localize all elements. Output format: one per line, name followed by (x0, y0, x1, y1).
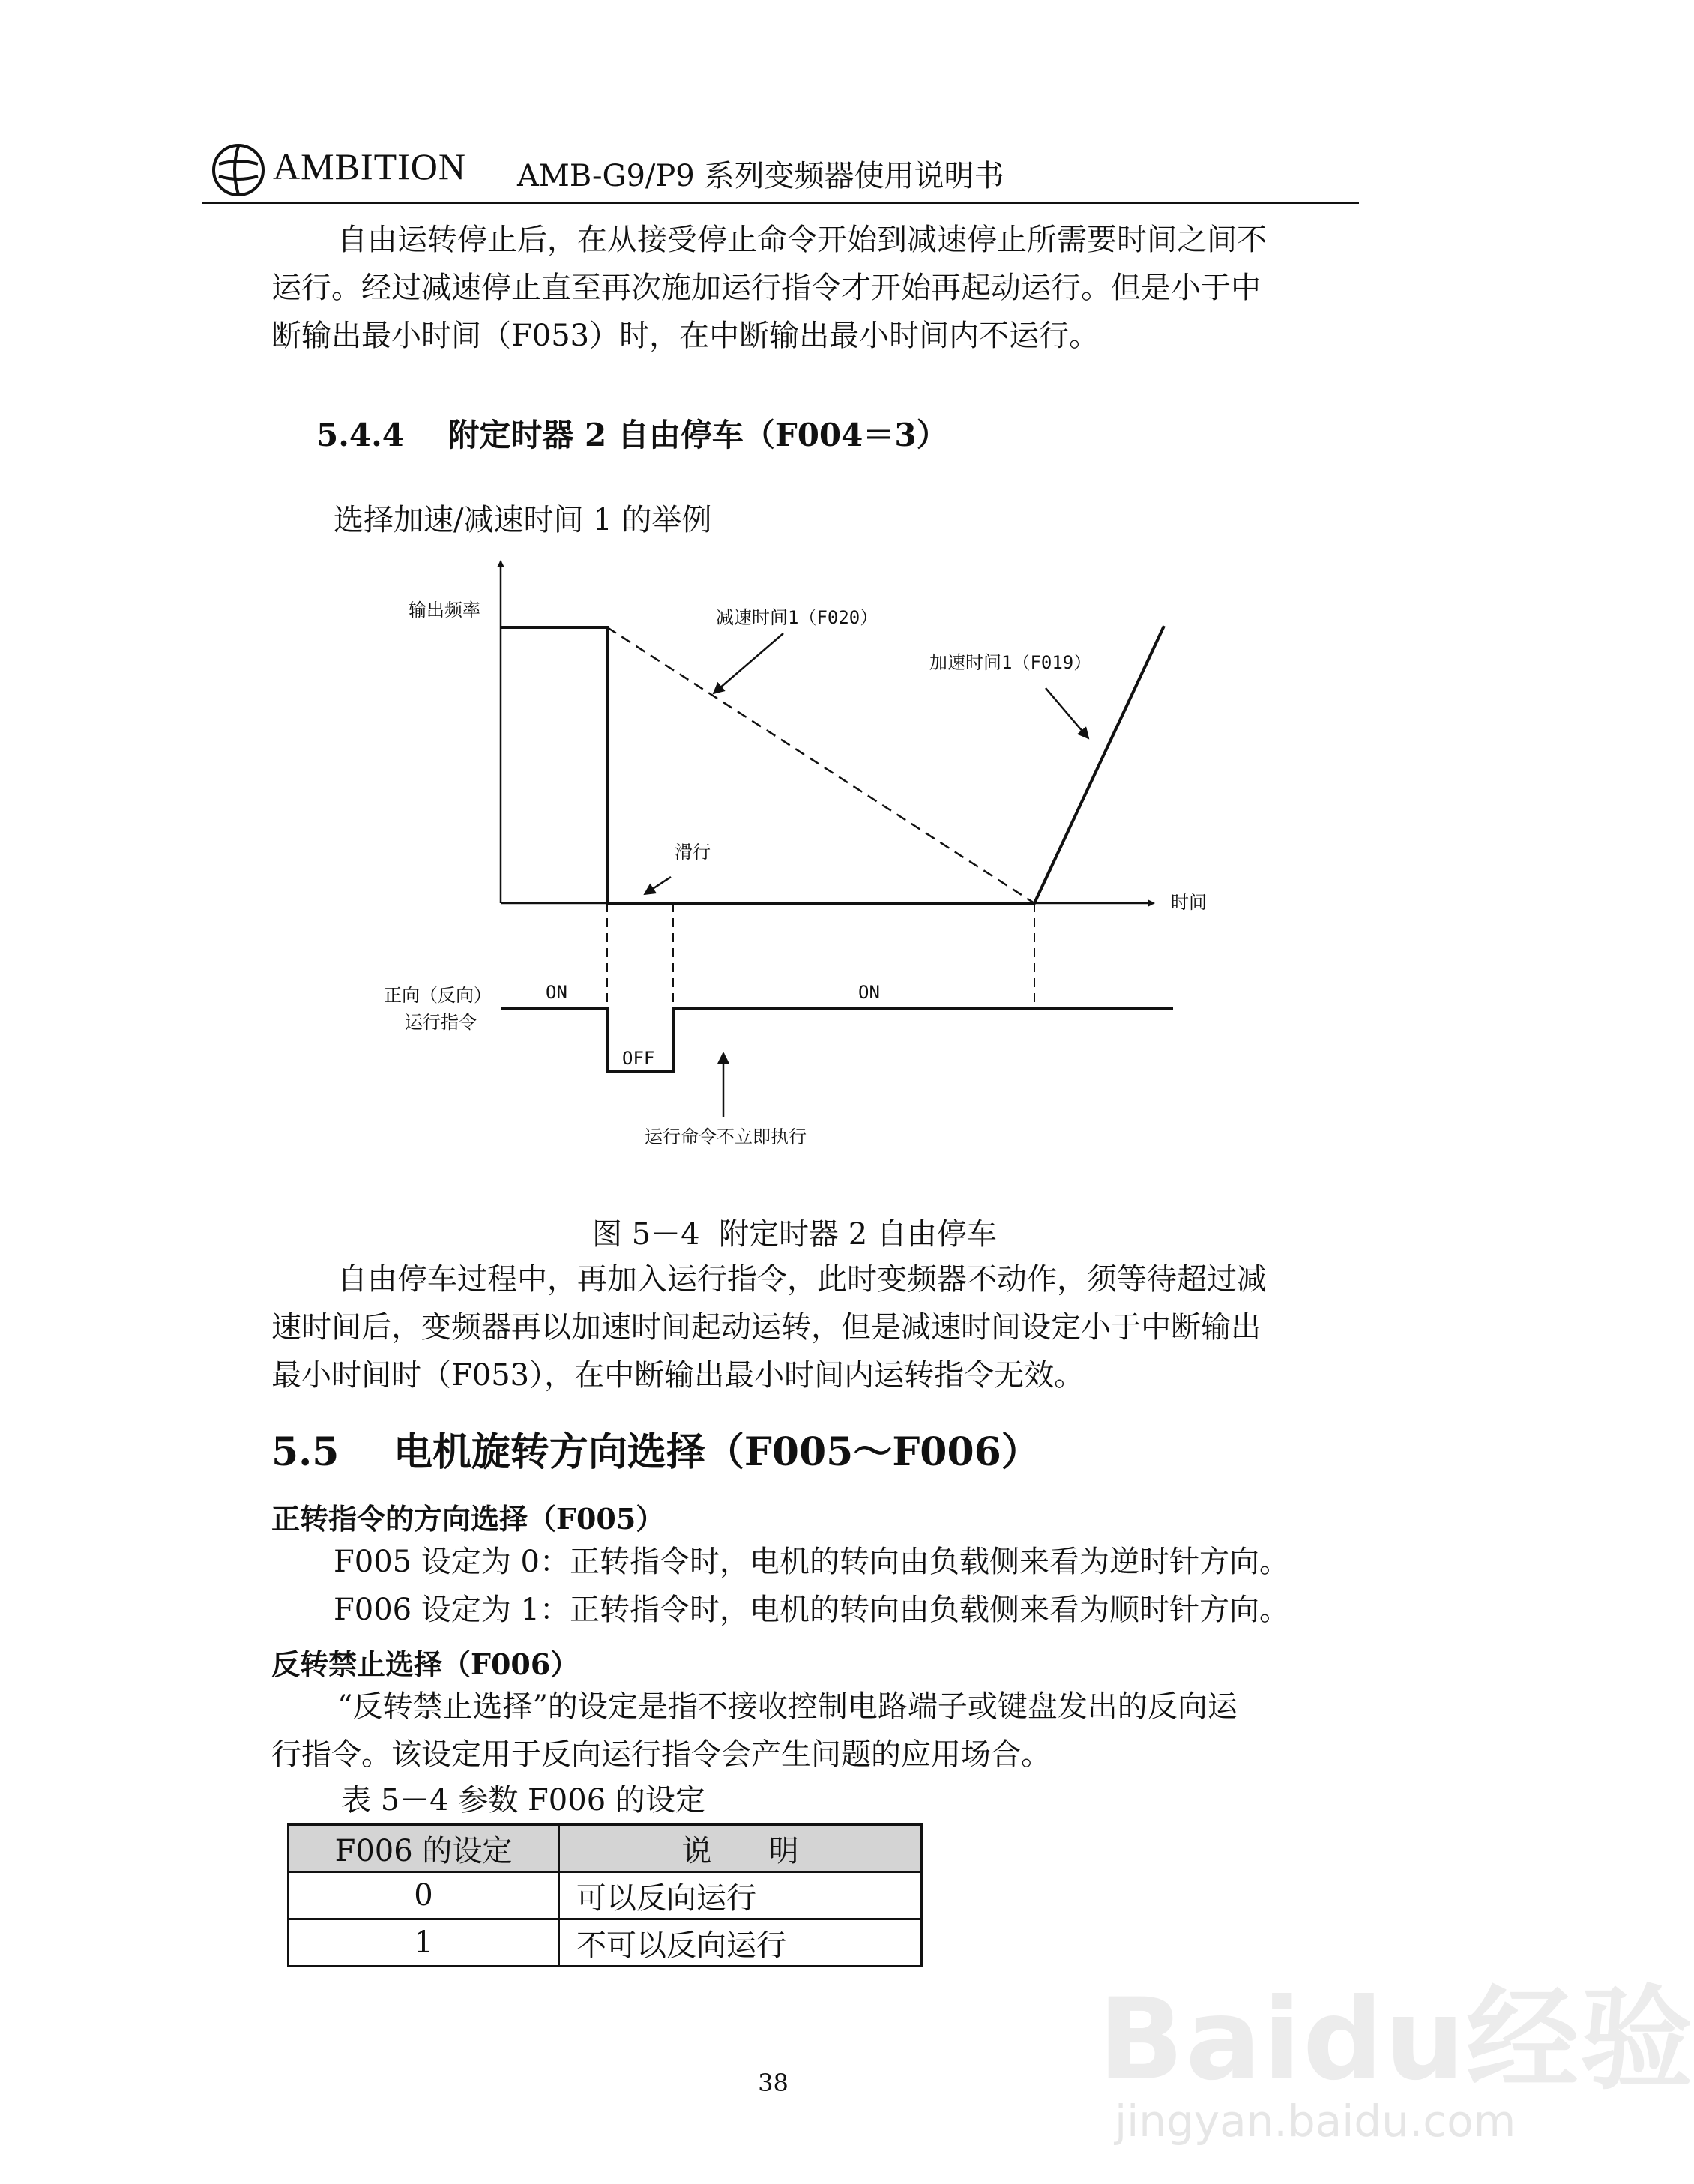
cell-description: 可以反向运行 (559, 1872, 922, 1919)
after-figure-line-2: 速时间后，变频器再以加速时间起动运转，但是减速时间设定小于中断输出 (271, 1310, 1261, 1345)
after-figure-line-1: 自由停车过程中，再加入运行指令，此时变频器不动作，须等待超过减 (337, 1262, 1267, 1297)
f005-line-1: F005 设定为 0：正转指令时，电机的转向由负载侧来看为逆时针方向。 (334, 1545, 1289, 1579)
page-number: 38 (758, 2069, 789, 2097)
header-setting: F006 的设定 (289, 1825, 559, 1872)
document-title: AMB-G9/P9 系列变频器使用说明书 (517, 159, 1004, 193)
figure-caption: 图 5－4 附定时器 2 自由停车 (592, 1217, 997, 1252)
coast-stop-timing-diagram (0, 0, 1546, 1169)
section-5-5-title: 5.5 电机旋转方向选择（F005～F006） (271, 1429, 1040, 1475)
decel-label: 减速时间1（F020） (716, 607, 878, 628)
run-command-trace (501, 1008, 1173, 1072)
cell-setting: 1 (289, 1919, 559, 1967)
table-row (289, 1872, 922, 1919)
coast-label: 滑行 (675, 842, 711, 863)
intro-line-3: 断输出最小时间（F053）时，在中断输出最小时间内不运行。 (271, 319, 1100, 353)
brand-name: AMBITION (273, 145, 466, 187)
cell-setting: 0 (289, 1872, 559, 1919)
x-axis-label: 时间 (1171, 892, 1207, 913)
example-caption: 选择加速/减速时间 1 的举例 (334, 503, 712, 537)
table-row (289, 1919, 922, 1967)
f005-line-2: F006 设定为 1：正转指令时，电机的转向由负载侧来看为顺时针方向。 (334, 1593, 1289, 1627)
f006-settings-table (287, 1823, 923, 1967)
not-immediate-label: 运行命令不立即执行 (645, 1126, 807, 1147)
watermark-url: jingyan.baidu.com (1115, 2096, 1516, 2147)
table-header-row (289, 1825, 922, 1872)
f006-line-2: 行指令。该设定用于反向运行指令会产生问题的应用场合。 (271, 1737, 1051, 1772)
subsection-f005-title: 正转指令的方向选择（F005） (271, 1502, 665, 1536)
y-axis-label: 输出频率 (409, 600, 480, 621)
after-figure-line-3: 最小时间时（F053），在中断输出最小时间内运转指令无效。 (271, 1358, 1085, 1393)
header-description: 说 明 (559, 1825, 922, 1872)
on-label-right: ON (858, 982, 880, 1003)
accel-label: 加速时间1（F019） (929, 652, 1092, 673)
run-command-label-1: 正向（反向） (384, 985, 492, 1006)
cell-description: 不可以反向运行 (559, 1919, 922, 1967)
watermark-brand: Baidu经验 (1098, 1975, 1694, 2105)
baidu-watermark (1053, 1949, 1694, 2159)
intro-line-1: 自由运转停止后，在从接受停止命令开始到减速停止所需要时间之间不 (337, 223, 1267, 257)
run-command-label-2: 运行指令 (405, 1012, 477, 1033)
table-caption: 表 5－4 参数 F006 的设定 (341, 1783, 705, 1818)
section-5-4-4-title: 5.4.4 附定时器 2 自由停车（F004＝3） (316, 417, 948, 453)
subsection-f006-title: 反转禁止选择（F006） (271, 1647, 579, 1681)
off-label: OFF (622, 1048, 655, 1069)
accel-arrow (1046, 688, 1088, 738)
f006-line-1: “反转禁止选择”的设定是指不接收控制电路端子或键盘发出的反向运 (337, 1689, 1238, 1724)
intro-line-2: 运行。经过减速停止直至再次施加运行指令才开始再起动运行。但是小于中 (271, 271, 1261, 305)
on-label-left: ON (546, 982, 567, 1003)
decel-arrow (714, 633, 783, 693)
coast-arrow (645, 877, 671, 894)
